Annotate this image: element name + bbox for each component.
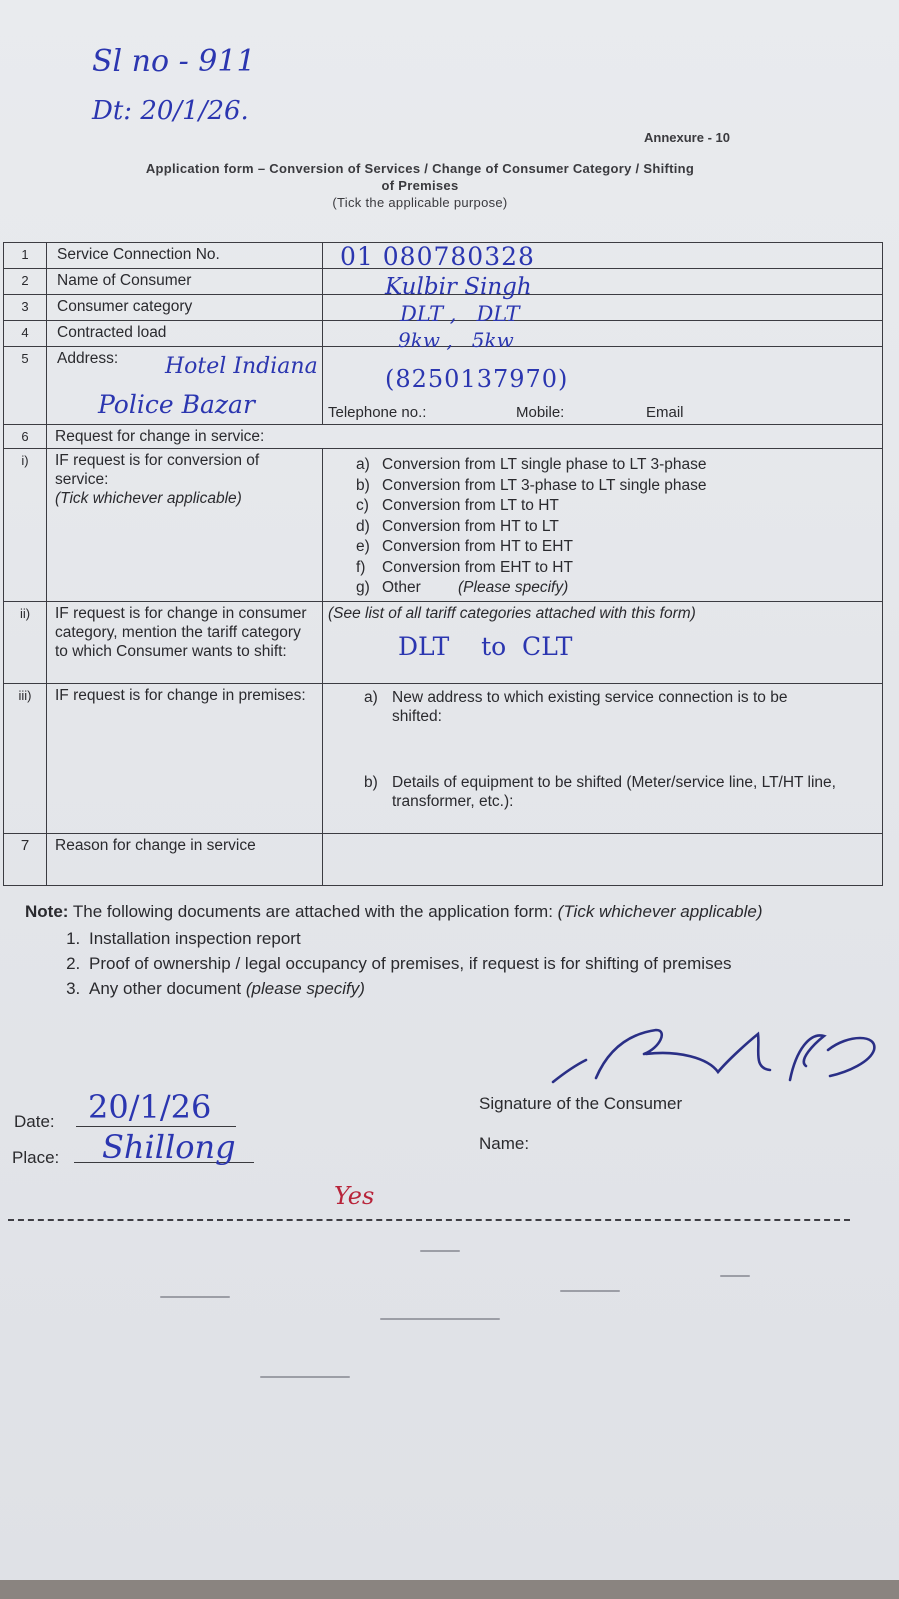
place-label: Place:: [12, 1148, 60, 1167]
note-heading: Note: The following documents are attached with the application form: (Tick whichever applicable): [25, 902, 763, 921]
row-label: Service Connection No.: [47, 243, 323, 269]
handwritten-address-line2: Police Bazar: [98, 390, 255, 419]
handwritten-address-line1: Hotel Indiana: [165, 354, 318, 379]
conversion-hint: (Tick whichever applicable): [55, 490, 242, 507]
row-number: 4: [4, 321, 47, 347]
premises-option-b: b) Details of equipment to be shifted (Meter/service line, LT/HT line, transformer, etc.):: [364, 773, 836, 810]
reason-field[interactable]: [323, 833, 883, 885]
handwritten-category: DLT , DLT: [400, 302, 520, 326]
row-request: [4, 425, 883, 449]
handwritten-remark: Yes: [334, 1182, 375, 1210]
mobile-label: Mobile:: [516, 404, 565, 421]
handwritten-category-change: DLT to CLT: [398, 632, 573, 661]
tariff-list-note: (See list of all tariff categories attached with this form): [328, 604, 696, 622]
consumer-signature: [548, 1020, 888, 1100]
conversion-label-cell: [47, 449, 323, 602]
bleed-mark: [720, 1275, 750, 1277]
row-number: 2: [4, 269, 47, 295]
handwritten-place: Shillong: [102, 1128, 236, 1166]
cut-line: [8, 1219, 850, 1221]
row-number: 3: [4, 295, 47, 321]
bleed-mark: [260, 1376, 350, 1378]
conversion-options: [323, 449, 883, 602]
handwritten-load: 9kw , 5kw: [398, 328, 514, 352]
category-change-label: IF request is for change in consumer category, mention the tariff category to which Consumer wants to shift:: [47, 601, 323, 683]
signature-label: Signature of the Consumer: [479, 1094, 683, 1113]
option-g[interactable]: g) Other (Please specify): [356, 579, 569, 596]
premises-label: IF request is for change in premises:: [47, 683, 323, 833]
documents-list: [63, 927, 845, 1000]
email-label: Email: [646, 404, 684, 421]
row-number: 1: [4, 243, 47, 269]
date-label: Date:: [14, 1112, 55, 1131]
name-label: Name:: [479, 1134, 530, 1153]
form-title-line2: of Premises: [381, 178, 459, 193]
option-e[interactable]: e) Conversion from HT to EHT: [356, 538, 573, 555]
row-number: i): [4, 449, 47, 602]
option-f[interactable]: f) Conversion from EHT to HT: [356, 558, 573, 576]
document-item[interactable]: 2. Proof of ownership / legal occupancy of premises, if request is for shifting of premises: [85, 952, 845, 975]
option-c[interactable]: c) Conversion from LT to HT: [356, 497, 559, 514]
handwritten-dated: Dt: 20/1/26.: [92, 96, 249, 126]
premises-field[interactable]: [323, 683, 883, 833]
reason-label: Reason for change in service: [47, 833, 323, 885]
row-label: Name of Consumer: [47, 269, 323, 295]
attached-documents-note: [25, 900, 845, 1000]
handwritten-service-no: 01 080780328: [340, 242, 535, 271]
option-d[interactable]: d) Conversion from HT to LT: [356, 517, 559, 535]
telephone-label: Telephone no.:: [328, 404, 427, 421]
document-item[interactable]: 3. Any other document (please specify): [85, 977, 845, 1000]
bleed-mark: [380, 1318, 500, 1320]
row-number: ii): [4, 601, 47, 683]
row-label: Request for change in service:: [47, 425, 883, 449]
row-label: Contracted load: [47, 321, 323, 347]
row-label: Consumer category: [47, 295, 323, 321]
row-number: 5: [4, 347, 47, 425]
handwritten-consumer-name: Kulbir Singh: [385, 274, 532, 300]
form-subtitle: (Tick the applicable purpose): [332, 195, 508, 210]
premises-option-a: a) New address to which existing service connection is to be shifted:: [364, 688, 788, 725]
annexure-label: Annexure - 10: [644, 130, 730, 145]
row-reason: [4, 833, 883, 885]
row-number: 6: [4, 425, 47, 449]
handwritten-date: 20/1/26: [88, 1088, 212, 1126]
row-premises: [4, 683, 883, 833]
option-b[interactable]: b) Conversion from LT 3-phase to LT single phase: [356, 476, 707, 494]
form-title: Application form – Conversion of Services / Change of Consumer Category / Shifting: [145, 161, 695, 176]
row-label: Address:: [47, 347, 323, 425]
row-number: 7: [4, 833, 47, 885]
handwritten-serial: Sl no - 911: [92, 44, 256, 79]
option-a[interactable]: a) Conversion from LT single phase to LT 3-phase: [356, 456, 707, 473]
handwritten-phone: (8250137970): [385, 365, 569, 393]
bleed-mark: [420, 1250, 460, 1252]
row-number: iii): [4, 683, 47, 833]
bleed-mark: [560, 1290, 620, 1292]
document-item[interactable]: 1. Installation inspection report: [85, 927, 845, 950]
row-conversion: [4, 449, 883, 602]
other-hint: (Please specify): [458, 579, 569, 596]
conversion-label: IF request is for conversion of service:: [55, 452, 260, 488]
bleed-mark: [160, 1296, 230, 1298]
date-line: [76, 1126, 236, 1127]
